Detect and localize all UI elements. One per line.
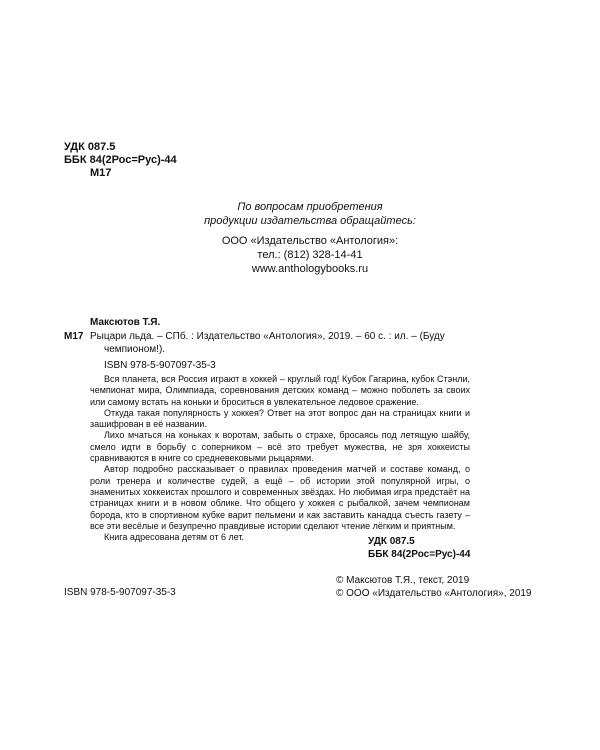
annotation-paragraph: Вся планета, вся Россия играют в хоккей – круглый год! Кубок Гагарина, кубок Стэнли, чемпионат мира, Олимпиада, соревнования детских команд – можно поболеть за своих или самому встать на коньки и броситься в увлекательное ледовое сражение. <box>90 374 470 407</box>
copyright-text: © Максютов Т.Я., текст, 2019 <box>336 575 470 586</box>
publisher-phone: тел.: (812) 328-14-41 <box>257 249 363 261</box>
bottom-classification <box>368 536 470 561</box>
bib-description <box>90 331 490 356</box>
contact-line-2: продукции издательства обращайтесь: <box>204 215 416 227</box>
contact-line-1: По вопросам приобретения <box>237 201 383 213</box>
annotation-paragraph: Откуда такая популярность у хоккея? Ответ на этот вопрос дан на страницах книги и зашифрован в её названии. <box>90 407 470 430</box>
annotation <box>90 374 470 543</box>
copyright-block <box>336 574 532 600</box>
udk-code: УДК 087.5 <box>368 536 415 547</box>
annotation-paragraph: Лихо мчаться на коньках к воротам, забыть о страхе, бросаясь под летящую шайбу, смело идти в борьбу с соперником – всё это требует мужества, не зря хоккеисты сравниваются в книге со средневековыми рыцарями. <box>90 430 470 464</box>
copyright-publisher: © ООО «Издательство «Антология», 2019 <box>336 588 532 599</box>
purchase-contact-block <box>150 200 470 276</box>
bib-code: М17 <box>64 331 84 342</box>
annotation-paragraph: Книга адресована детям от 6 лет. <box>104 532 245 543</box>
bib-desc-line-1: Рыцари льда. – СПб. : Издательство «Антология», 2019. – 60 с. : ил. – (Буду <box>90 331 445 342</box>
udk-code: УДК 087.5 <box>64 141 116 153</box>
bib-desc-line-2: чемпионом!). <box>104 343 166 355</box>
author-sign: М17 <box>90 167 112 179</box>
bbk-code: ББК 84(2Рос=Рус)-44 <box>64 154 177 166</box>
publisher-website: www.anthologybooks.ru <box>251 263 369 275</box>
publisher-name: ООО «Издательство «Антология»: <box>221 235 399 247</box>
bib-isbn: ISBN 978-5-907097-35-3 <box>104 360 216 371</box>
bib-author: Максютов Т.Я. <box>90 317 161 328</box>
top-classification <box>64 141 177 180</box>
annotation-paragraph: Автор подробно рассказывает о правилах проведения матчей и составе команд, о роли тренера и количестве судей, а ещё – об истории этой популярной игры, о знаменитых хоккеистах прошлого и современных звёздах. Но любимая игра предстаёт на страницах книги и в новом облике. Что общего у хоккея с рыбалкой, зачем чемпионам борода, кто в спортивном кубке варит пельмени и как заставить канадца съесть газету – все эти весёлые и безупречно правдивые истории сделают чтение лёгким и приятным. <box>90 464 470 531</box>
isbn-bottom: ISBN 978-5-907097-35-3 <box>64 587 176 598</box>
bbk-code: ББК 84(2Рос=Рус)-44 <box>368 548 471 560</box>
